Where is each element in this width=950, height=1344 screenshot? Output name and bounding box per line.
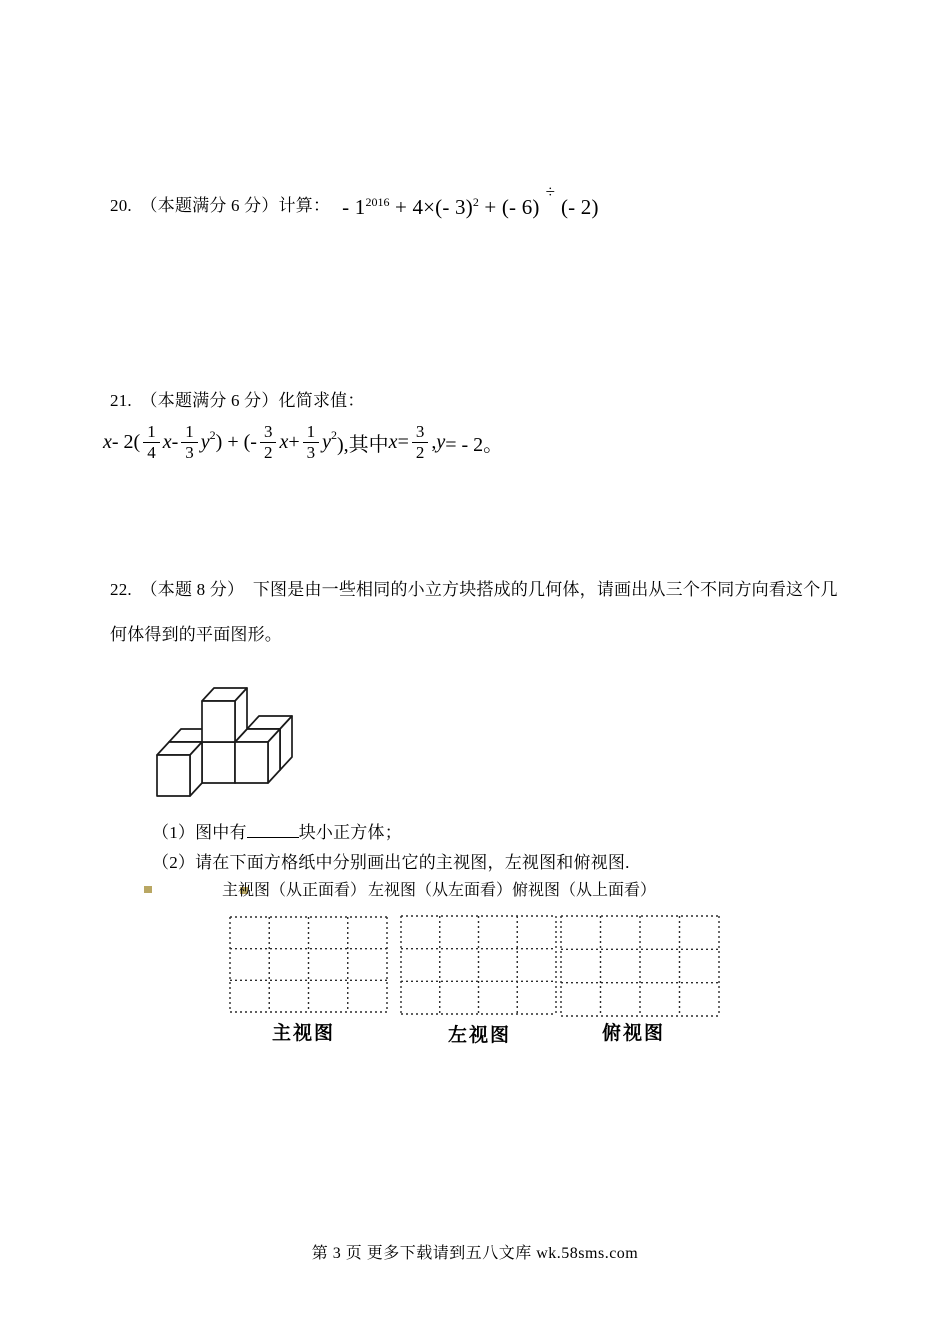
answer-blank — [247, 822, 299, 838]
formula-part: = — [397, 430, 409, 453]
question-22-item2: （2）请在下面方格纸中分别画出它的主视图，左视图和俯视图. — [152, 853, 630, 872]
formula-var: x — [388, 430, 398, 453]
view-header-left: 左视图（从左面看） — [368, 882, 513, 899]
fraction: $\frac{3}{2}$ — [260, 423, 277, 462]
division-sign: ÷ — [545, 182, 555, 201]
question-20-formula — [342, 182, 599, 219]
question-22-line1: 22. （本题 8 分） 下图是由一些相同的小立方块搭成的几何体，请画出从三个不同方向看这个几 — [110, 580, 838, 599]
formula-part: + (- 6) — [478, 195, 540, 219]
front-view-grid — [229, 916, 388, 1013]
grid-label-front: 主视图 — [272, 1023, 336, 1044]
formula-part: + — [288, 430, 300, 453]
fraction: $\frac{1}{3}$ — [181, 423, 198, 462]
formula-part: , — [431, 430, 437, 453]
formula-part: ) + (- — [215, 430, 257, 453]
formula-part: - 1 — [342, 195, 366, 219]
question-21-formula — [103, 416, 503, 468]
fraction: $\frac{1}{3}$ — [303, 423, 320, 462]
cube — [157, 742, 202, 796]
fraction: $\frac{1}{4}$ — [143, 423, 160, 462]
view-header-front: 主视图（从正面看） — [222, 882, 367, 899]
cube-stack-figure — [140, 665, 400, 810]
question-20-label: 20. （本题满分 6 分）计算： — [110, 196, 331, 215]
page-footer: 第 3 页 更多下载请到五八文库 wk.58sms.com — [311, 1245, 639, 1262]
question-22-item1 — [152, 818, 402, 843]
question-20 — [110, 182, 599, 219]
cube — [202, 688, 247, 742]
grid-label-left: 左视图 — [448, 1025, 512, 1046]
top-view-grid — [560, 915, 720, 1017]
cube — [235, 729, 280, 783]
left-view-grid — [400, 915, 557, 1015]
formula-var: x — [279, 430, 289, 453]
formula-exponent: 2016 — [365, 195, 390, 209]
formula-var: y — [322, 430, 331, 453]
formula-var: x — [162, 430, 172, 453]
formula-exponent: 2 — [331, 427, 337, 442]
stray-mark — [144, 886, 152, 893]
formula-exponent: 2 — [472, 195, 479, 209]
formula-var: x — [103, 430, 112, 453]
formula-part: - 2( — [111, 430, 141, 453]
formula-var: y — [200, 430, 210, 453]
fraction: $\frac{3}{2}$ — [412, 423, 429, 462]
formula-part: + 4×(- 3) — [389, 195, 473, 219]
formula-exponent: 2 — [209, 427, 216, 442]
formula-part: (- 2) — [560, 195, 599, 219]
grid-label-top: 俯视图 — [602, 1023, 666, 1044]
formula-var: y — [436, 430, 446, 453]
formula-part: - — [171, 430, 179, 453]
item1-pre: （1）图中有 — [152, 823, 247, 842]
item1-post: 块小正方体； — [298, 823, 402, 842]
view-header-top: 俯视图（从上面看） — [512, 882, 657, 899]
formula-part: ),其中 — [337, 433, 389, 456]
question-22-line2: 何体得到的平面图形。 — [110, 625, 282, 644]
formula-part: = - 2。 — [445, 433, 504, 456]
question-21-label: 21. （本题满分 6 分）化简求值： — [110, 391, 365, 410]
